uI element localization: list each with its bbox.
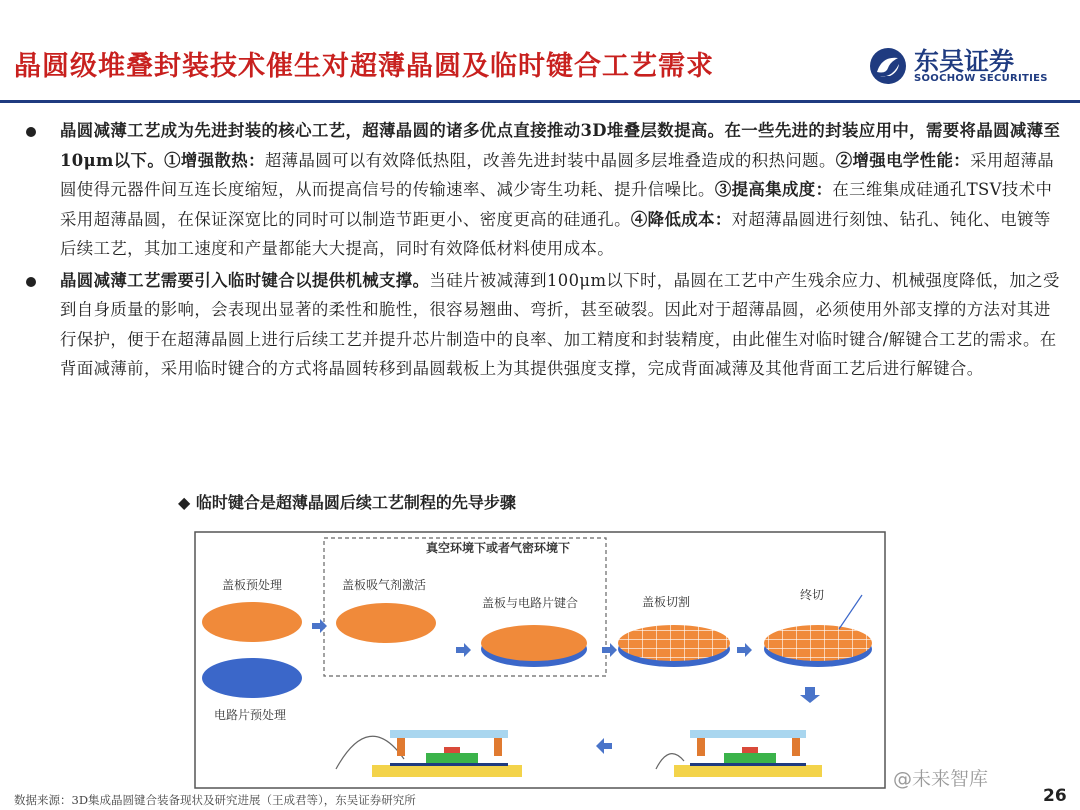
soochow-logo-icon <box>868 46 908 86</box>
bullet-2-text: 当硅片被减薄到100μm以下时，晶圆在工艺中产生残余应力、机械强度降低，加之受到自身质量的影响，会表现出显著的柔性和脆性，很容易翘曲、弯折，甚至破裂。因此对于超薄晶圆，必须使用外部支撑的方法对其进行保护，便于在超薄晶圆上进行后续工艺并提升芯片制造中的良率、加工精度和封装精度，由此催生对临时键合/解键合工艺的需求。在背面减薄前，采用临时键合的方式将晶圆转移到晶圆载板上为其提供强度支撑，完成背面减薄及其他背面工艺后进行解键合。 <box>60 270 1060 378</box>
step-getter-activation-label: 盖板吸气剂激活 <box>342 578 427 592</box>
page-number: 26 <box>1043 786 1067 806</box>
bullet-1-point-3-text: 在三维集成硅通孔TSV技术中采用超薄晶圆，在保证深宽比的同时可以制造节距更小、密度更高的硅通孔。 <box>60 180 1053 229</box>
step-bond-label: 盖板与电路片键合 <box>482 596 579 610</box>
bullet-dot <box>26 277 36 287</box>
bullet-1-point-2-label: ②增强电学性能： <box>835 150 971 170</box>
bullet-1-point-2-text: 采用超薄晶圆使得元器件间互连长度缩短，从而提高信号的传输速率、减少寄生功耗、提升信噪比。 <box>60 150 1055 199</box>
activated-lid-wafer <box>336 603 436 643</box>
env-label: 真空环境下或者气密环境下 <box>426 541 571 555</box>
diced-wafer-top <box>618 625 730 661</box>
data-source: 数据来源：3D集成晶圆键合装备现状及研究进展（王成君等），东吴证券研究所 <box>14 793 416 807</box>
bullet-1-point-1-text: 超薄晶圆可以有效降低热阻，改善先进封装中晶圆多层堆叠造成的积热问题。 <box>264 150 836 170</box>
bullet-1-lead: 晶圆减薄工艺成为先进封装的核心工艺，超薄晶圆的诸多优点直接推动3D堆叠层数提高。在一些先进的封装应用中，需要将晶圆减薄至10μm以下。 <box>60 121 1061 170</box>
bullet-2-lead: 晶圆减薄工艺需要引入临时键合以提供机械支撑。 <box>60 270 430 290</box>
logo-text-en: SOOCHOW SECURITIES <box>914 73 1048 84</box>
step-final-dicing-label: 终切 <box>800 588 825 602</box>
step-lid-dicing-label: 盖板切割 <box>642 595 691 609</box>
logo-text-cn: 东吴证券 <box>914 47 1015 76</box>
bullet-1-point-3-label: ③提高集成度： <box>714 180 833 199</box>
circuit-wafer <box>202 658 302 698</box>
process-diagram <box>194 531 886 789</box>
step-lid-preprocess-label: 盖板预处理 <box>222 578 283 592</box>
bullet-item-2 <box>22 266 1062 384</box>
step-circuit-preprocess-label: 电路片预处理 <box>214 708 287 722</box>
bullet-dot <box>26 127 36 137</box>
lid-wafer <box>202 602 302 642</box>
figure-title: ◆ 临时键合是超薄晶圆后续工艺制程的先导步骤 <box>178 493 516 512</box>
bullet-1-point-4-text: 对超薄晶圆进行刻蚀、钻孔、钝化、电镀等后续工艺，其加工速度和产量都能大大提高，同时有效降低材料使用成本。 <box>60 209 1051 258</box>
company-logo <box>868 44 1068 88</box>
bullet-1-point-1-label: ①增强散热： <box>164 150 265 170</box>
bullet-item-1 <box>22 116 1062 264</box>
bullet-list <box>22 116 1062 386</box>
bullet-1-point-4-label: ④降低成本： <box>630 209 732 229</box>
bonded-wafer-top <box>481 625 587 661</box>
header-divider <box>0 100 1080 103</box>
final-wafer-top <box>764 625 872 661</box>
watermark: @未来智库 <box>893 768 989 790</box>
page-title: 晶圆级堆叠封装技术催生对超薄晶圆及临时键合工艺需求 <box>14 51 714 82</box>
